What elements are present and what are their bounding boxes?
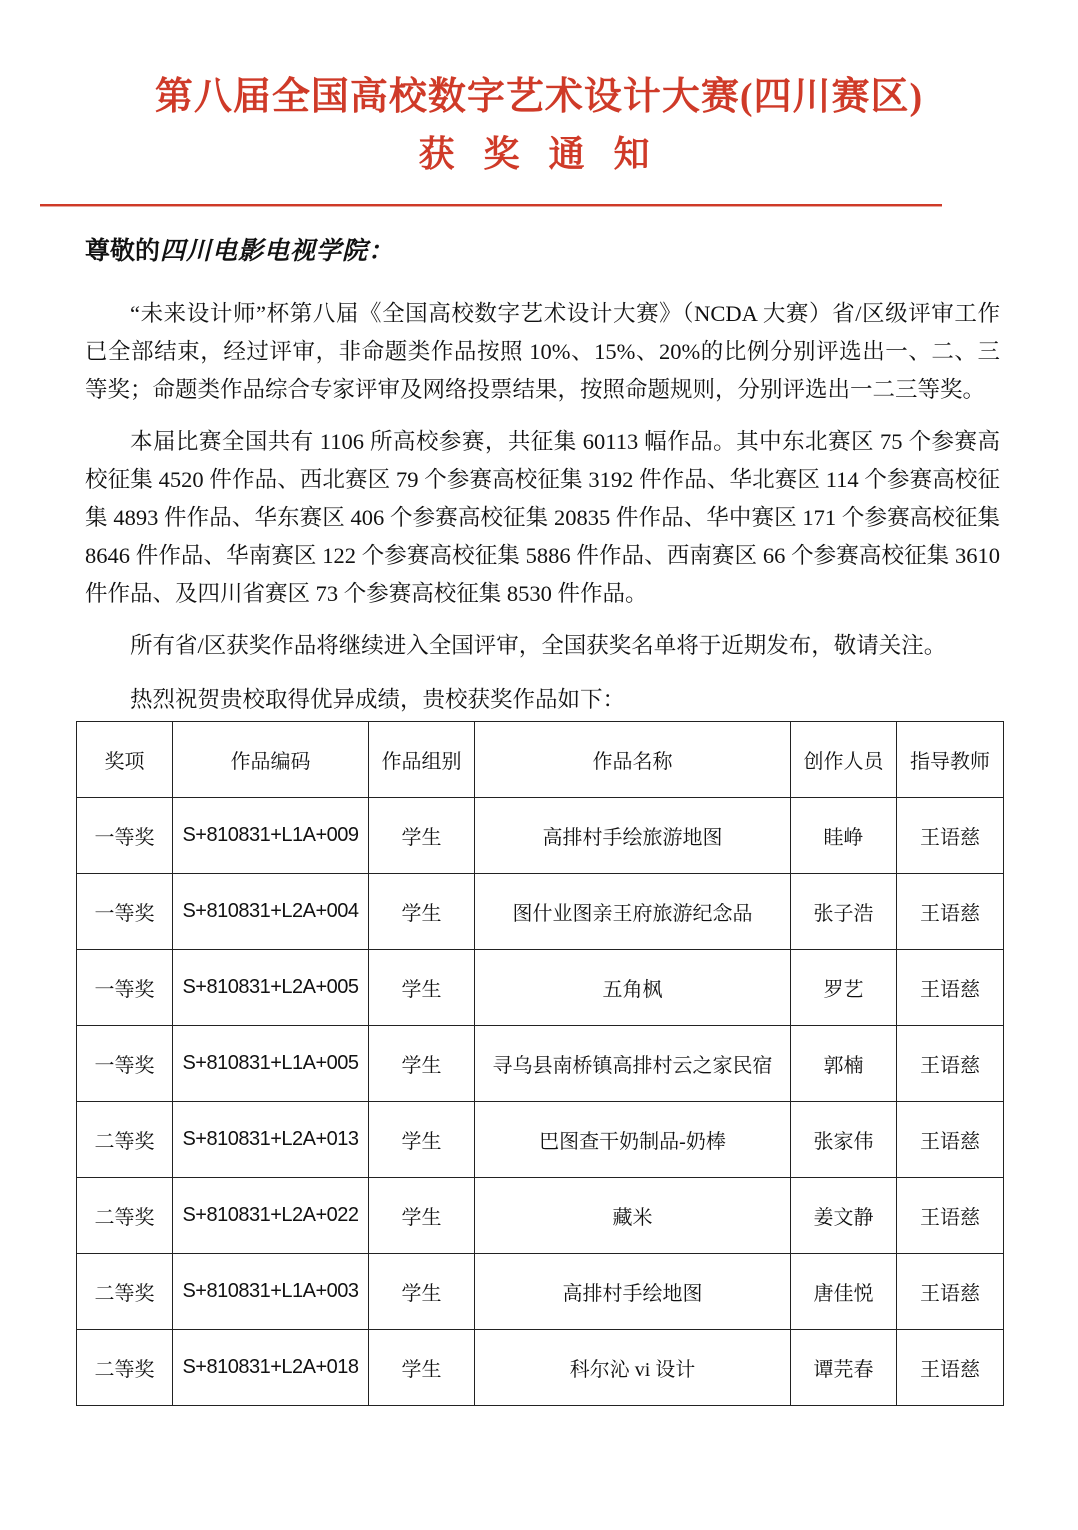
cell-creator: 张家伟 (791, 1102, 897, 1178)
cell-creator: 郭楠 (791, 1026, 897, 1102)
cell-work-title: 藏米 (475, 1178, 791, 1254)
table-header-row (77, 722, 1004, 798)
cell-creator: 眭峥 (791, 798, 897, 874)
cell-award: 一等奖 (77, 950, 173, 1026)
cell-award: 一等奖 (77, 798, 173, 874)
salutation-colon: ： (368, 238, 395, 265)
cell-work-title: 高排村手绘旅游地图 (475, 798, 791, 874)
cell-creator: 姜文静 (791, 1178, 897, 1254)
cell-work-title: 寻乌县南桥镇高排村云之家民宿 (475, 1026, 791, 1102)
document-body (0, 235, 1078, 719)
cell-group: 学生 (369, 798, 475, 874)
paragraph-national-review: 所有省/区获奖作品将继续进入全国评审，全国获奖名单将于近期发布，敬请关注。 (130, 633, 947, 658)
cell-teacher: 王语慈 (897, 798, 1004, 874)
cell-group: 学生 (369, 874, 475, 950)
document-subtitle: 获 奖 通 知 (418, 134, 660, 174)
cell-group: 学生 (369, 950, 475, 1026)
cell-award: 一等奖 (77, 874, 173, 950)
header-teacher: 指导教师 (897, 722, 1004, 798)
table-row (77, 1102, 1004, 1178)
salutation (85, 235, 1000, 269)
cell-work-title: 巴图查干奶制品-奶棒 (475, 1102, 791, 1178)
cell-code: S+810831+L2A+004 (173, 874, 369, 950)
cell-teacher: 王语慈 (897, 1102, 1004, 1178)
cell-teacher: 王语慈 (897, 950, 1004, 1026)
salutation-school-name: 四川电影电视学院 (160, 238, 369, 265)
paragraph-review-result: “未来设计师”杯第八届《全国高校数字艺术设计大赛》（NCDA 大赛）省/区级评审工作已全部结束，经过评审，非命题类作品按照 10%、15%、20%的比例分别评选出一、二、三等奖；命题类作品综合专家评审及网络投票结果，按照命题规则，分别评选出一二三等奖。 (85, 301, 1000, 402)
cell-award: 一等奖 (77, 1026, 173, 1102)
cell-group: 学生 (369, 1330, 475, 1406)
table-row (77, 1178, 1004, 1254)
cell-code: S+810831+L1A+005 (173, 1026, 369, 1102)
cell-award: 二等奖 (77, 1178, 173, 1254)
header-creator: 创作人员 (791, 722, 897, 798)
cell-teacher: 王语慈 (897, 1330, 1004, 1406)
awards-table (76, 721, 1004, 1406)
cell-teacher: 王语慈 (897, 1178, 1004, 1254)
table-row (77, 874, 1004, 950)
cell-creator: 谭芫春 (791, 1330, 897, 1406)
document-title: 第八届全国高校数字艺术设计大赛(四川赛区) (154, 76, 924, 118)
table-row (77, 798, 1004, 874)
header-work-title: 作品名称 (475, 722, 791, 798)
cell-code: S+810831+L2A+005 (173, 950, 369, 1026)
cell-code: S+810831+L1A+003 (173, 1254, 369, 1330)
cell-award: 二等奖 (77, 1330, 173, 1406)
header-group: 作品组别 (369, 722, 475, 798)
cell-work-title: 科尔沁 vi 设计 (475, 1330, 791, 1406)
cell-work-title: 高排村手绘地图 (475, 1254, 791, 1330)
cell-award: 二等奖 (77, 1254, 173, 1330)
cell-creator: 唐佳悦 (791, 1254, 897, 1330)
table-row (77, 1330, 1004, 1406)
cell-group: 学生 (369, 1254, 475, 1330)
title-divider (40, 204, 942, 207)
cell-code: S+810831+L2A+018 (173, 1330, 369, 1406)
cell-code: S+810831+L1A+009 (173, 798, 369, 874)
cell-teacher: 王语慈 (897, 1026, 1004, 1102)
table-row (77, 1026, 1004, 1102)
cell-group: 学生 (369, 1102, 475, 1178)
salutation-prefix: 尊敬的 (85, 238, 161, 265)
cell-work-title: 五角枫 (475, 950, 791, 1026)
cell-teacher: 王语慈 (897, 874, 1004, 950)
cell-code: S+810831+L2A+022 (173, 1178, 369, 1254)
cell-group: 学生 (369, 1178, 475, 1254)
cell-code: S+810831+L2A+013 (173, 1102, 369, 1178)
table-row (77, 950, 1004, 1026)
table-row (77, 1254, 1004, 1330)
header-code: 作品编码 (173, 722, 369, 798)
cell-creator: 罗艺 (791, 950, 897, 1026)
cell-creator: 张子浩 (791, 874, 897, 950)
paragraph-statistics: 本届比赛全国共有 1106 所高校参赛，共征集 60113 幅作品。其中东北赛区 75 个参赛高校征集 4520 件作品、西北赛区 79 个参赛高校征集 3192 件作品、华北赛区 114 个参赛高校征集 4893 件作品、华东赛区 406 个参赛高校征集 20835 件作品、华中赛区 171 个参赛高校征集 8646 件作品、华南赛区 122 个参赛高校征集 5886 件作品、西南赛区 66 个参赛高校征集 3610 件作品、及四川省赛区 73 个参赛高校征集 8530 件作品。 (85, 429, 1000, 606)
cell-award: 二等奖 (77, 1102, 173, 1178)
cell-group: 学生 (369, 1026, 475, 1102)
cell-work-title: 图什业图亲王府旅游纪念品 (475, 874, 791, 950)
paragraph-congratulations: 热烈祝贺贵校取得优异成绩，贵校获奖作品如下： (130, 687, 626, 712)
document-header (0, 0, 1078, 178)
cell-teacher: 王语慈 (897, 1254, 1004, 1330)
header-award: 奖项 (77, 722, 173, 798)
